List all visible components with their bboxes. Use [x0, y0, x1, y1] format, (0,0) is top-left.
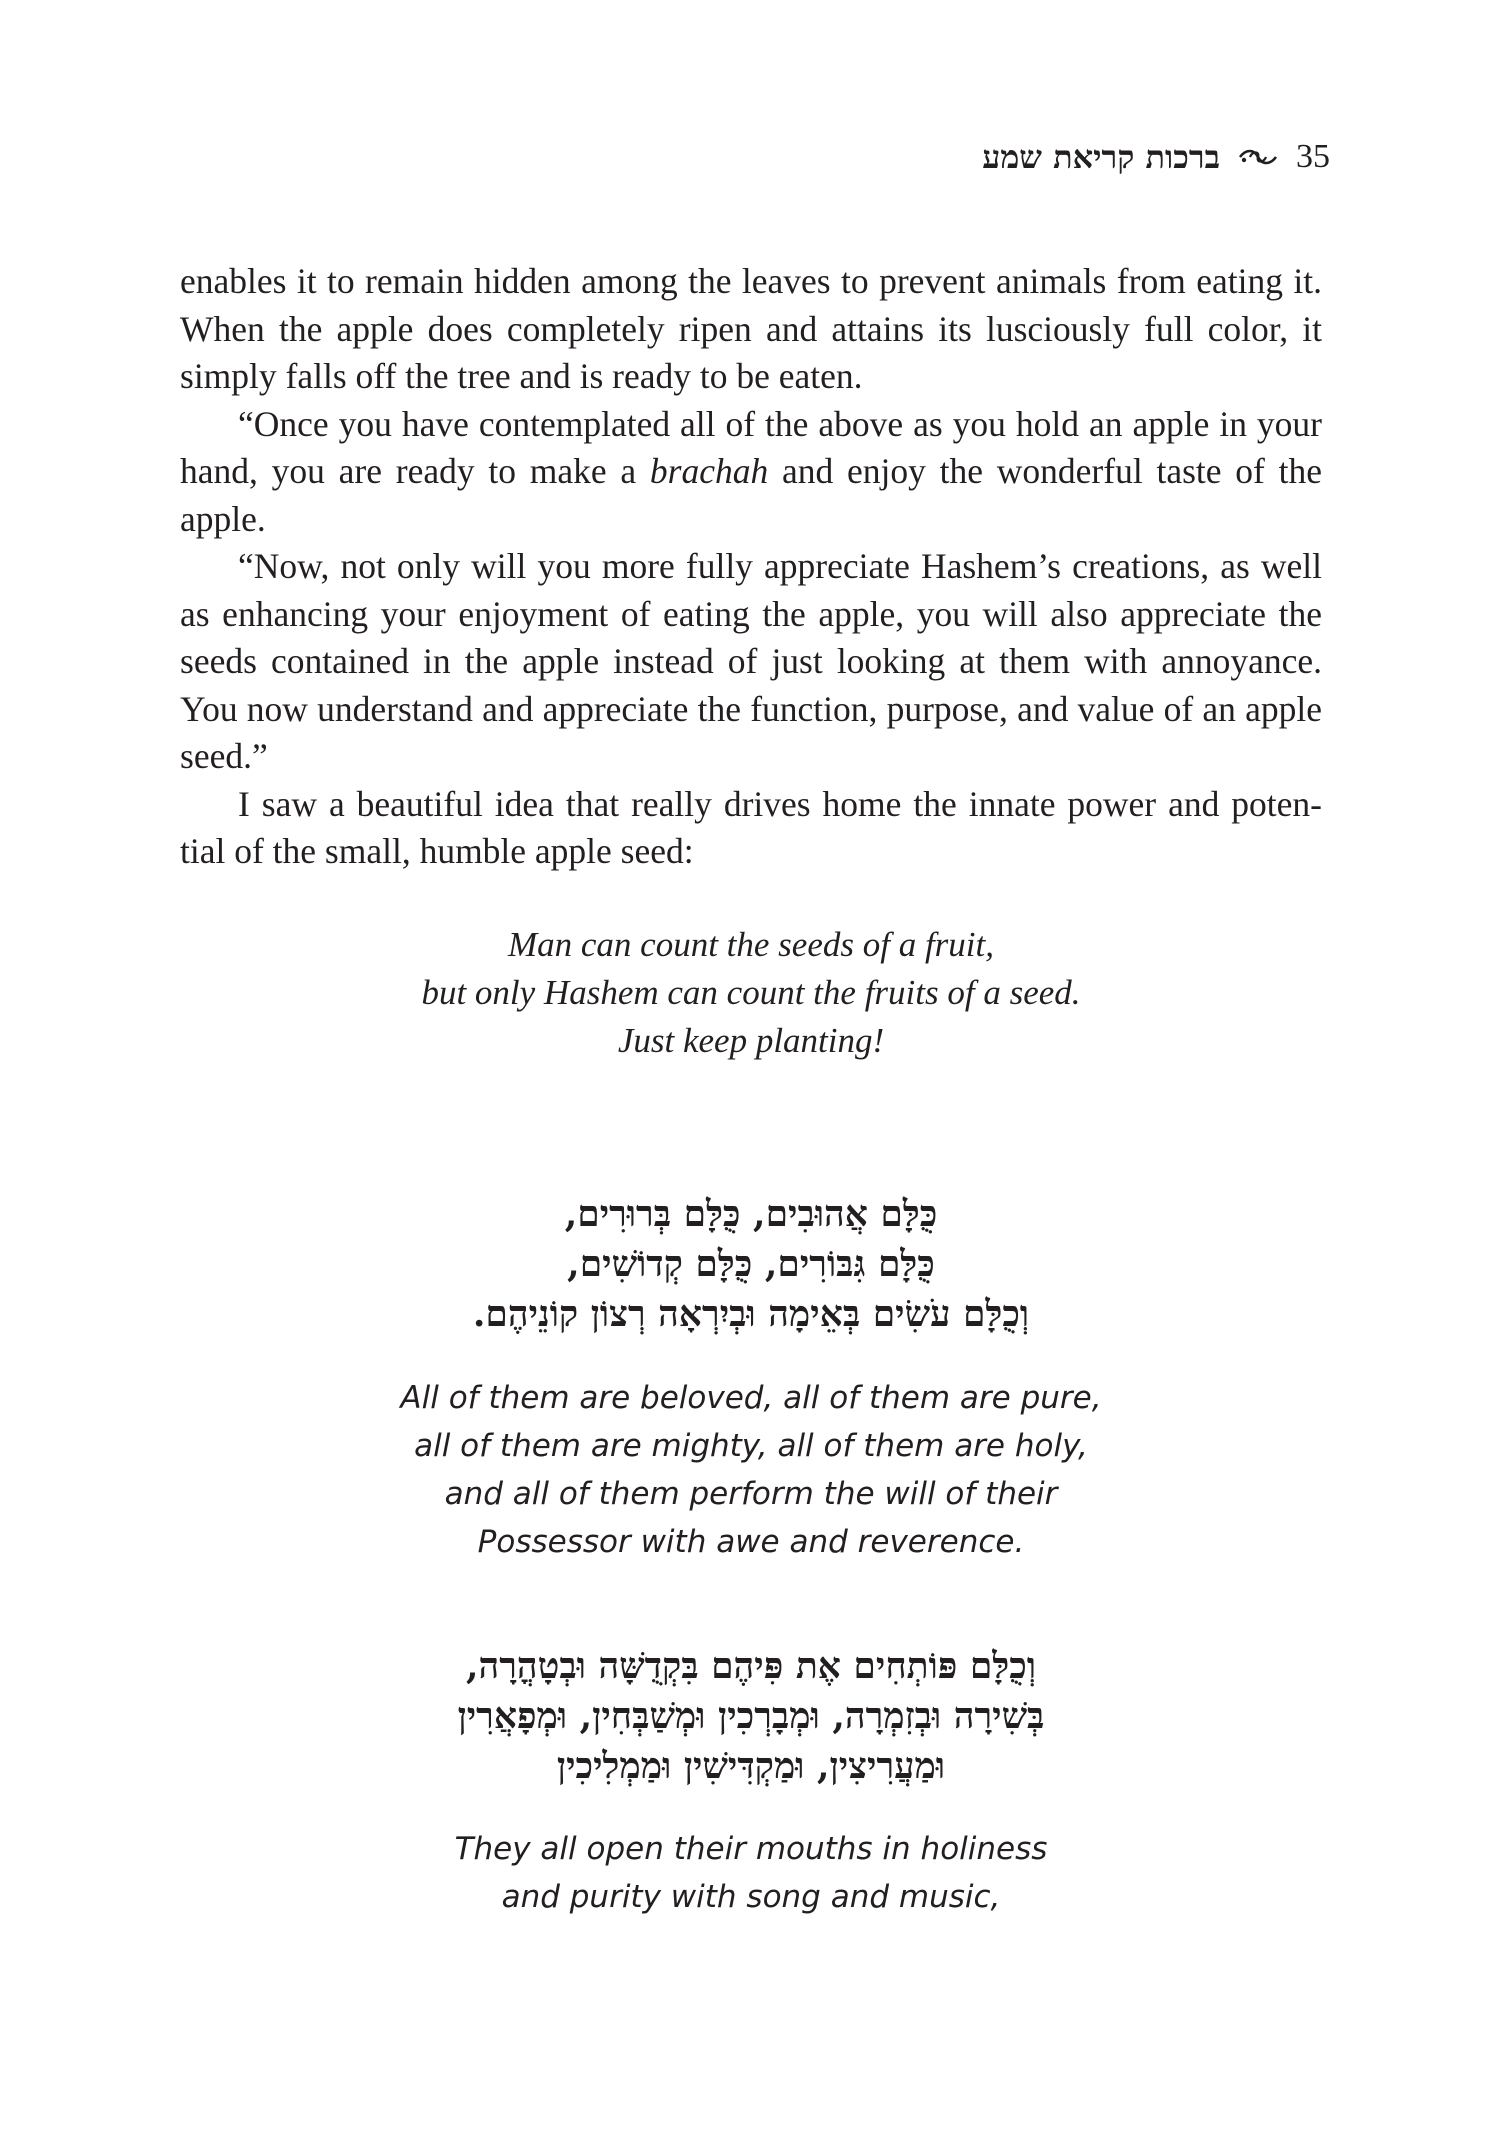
- paragraph: I saw a beautiful idea that really drives home the innate power and poten-tial of the small, humble apple seed:: [180, 783, 1322, 871]
- translation-line: all of them are mighty, all of them are holy,: [414, 1428, 1088, 1464]
- hebrew-line: וְכֻלָּם פּוֹתְחִים אֶת פִּיהֶם בִּקְדֻשָּׁה וּבְטָהֳרָה,: [465, 1645, 1037, 1687]
- paragraph: “Now, not only will you more fully appreciate Hashem’s creations, as well as enhancing your enjoyment of eating the apple, you will also appreciate the seeds contained in the apple instead of just looking at them with annoyance. You now understand and appreciate the function, purpose, and value of an apple seed.”: [180, 546, 1322, 776]
- translation-line: They all open their mouths in holiness: [454, 1831, 1048, 1867]
- hebrew-prayer-block: [180, 1189, 1322, 1339]
- hebrew-line: כֻּלָּם גִּבּוֹרִים, כֻּלָּם קְדוֹשִׁים,: [567, 1243, 935, 1285]
- paragraph-text: and enjoy the wonderful taste of the apple.: [180, 451, 1322, 539]
- hebrew-prayer-block: [180, 1641, 1322, 1791]
- hebrew-line: כֻּלָּם אֲהוּבִים, כֻּלָּם בְּרוּרִים,: [564, 1193, 938, 1235]
- quote-line: Just keep planting!: [617, 1021, 885, 1060]
- translation-line: and all of them perform the will of their: [444, 1476, 1058, 1512]
- paragraph-text: “Once you have contemplated all of the above as you hold an apple in your hand, you are ready to make a: [180, 403, 1322, 491]
- page-number: 35: [1296, 138, 1330, 175]
- translation-line: All of them are beloved, all of them are pure,: [400, 1380, 1102, 1416]
- prayer-translation: [180, 1374, 1322, 1566]
- paragraph: [180, 401, 1322, 544]
- paragraph: enables it to remain hidden among the leaves to prevent animals from eating it. When the apple does completely ripen and attains its lusciously full color, it simply falls off the tree and is ready to be eaten.: [180, 261, 1322, 396]
- translation-line: Possessor with awe and reverence.: [477, 1524, 1025, 1560]
- quote-line: but only Hashem can count the fruits of a seed.: [421, 973, 1081, 1012]
- hebrew-line: וְכֻלָּם עֹשִׂים בְּאֵימָה וּבְיִרְאָה רְצוֹן קוֹנֵיהֶם.: [472, 1293, 1030, 1335]
- italic-term: brachah: [649, 451, 769, 491]
- running-head-title: ברכות קריאת שמע: [982, 138, 1220, 176]
- running-head: [982, 138, 1330, 176]
- hebrew-line: וּמַעֲרִיצִין, וּמַקְדִּישִׁין וּמַמְלִיכִין: [556, 1745, 946, 1787]
- translation-line: and purity with song and music,: [501, 1879, 1001, 1915]
- fleuron-icon: [1238, 146, 1278, 168]
- quote-line: Man can count the seeds of a fruit,: [507, 925, 995, 964]
- epigram-quote: [180, 921, 1322, 1065]
- body-text: [180, 258, 1322, 876]
- prayer-translation: [180, 1825, 1322, 1921]
- hebrew-line: בְּשִׁירָה וּבְזִמְרָה, וּמְבָרְכִין וּמְשַׁבְּחִין, וּמְפָאֲרִין: [457, 1695, 1045, 1737]
